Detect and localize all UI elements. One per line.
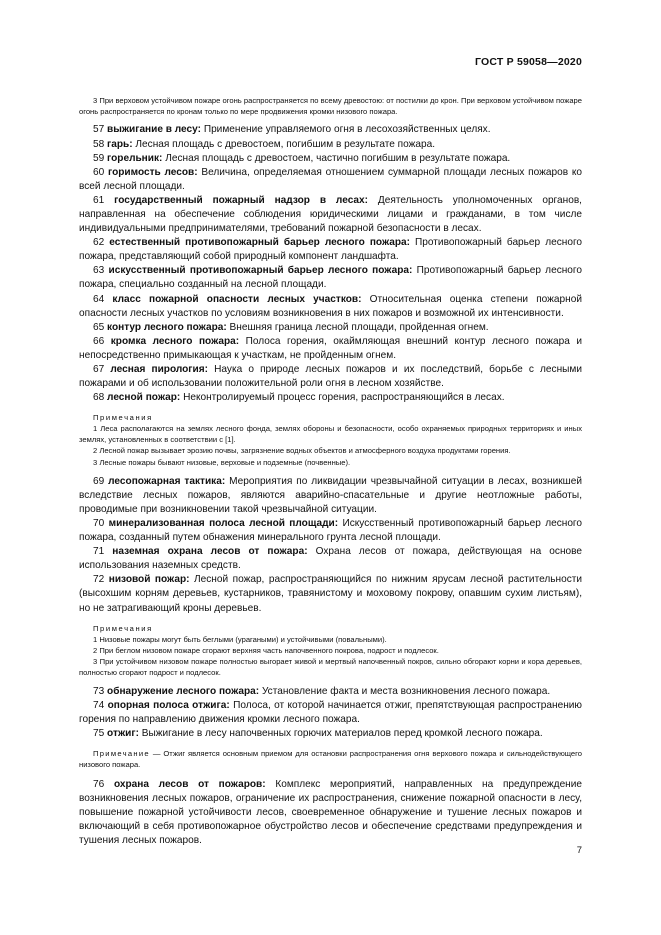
notes-title: Примечания xyxy=(93,623,153,633)
term-definition: Комплекс мероприятий, направленных на предупреждение возникновения лесных пожаров, ограничение их распространения, снижение пожарной опасности в лесу, повышение пожарной устойчивости лесов, своевременное обнаружение и тушение лесных пожаров и включающий в себя противопожарное обустройство лесов и обеспечение средствами предупреждения и тушения лесных пожаров. xyxy=(79,778,583,846)
term-name: естественный противопожарный барьер лесного пожара: xyxy=(109,237,410,249)
page-content xyxy=(79,95,582,848)
carryover-note: 3 При верховом устойчивом пожаре огонь распространяется по всему древостою: от постилки до крон. При верховом устойчивом пожаре огонь распространяется по кронам только по мере продвижения кромки низового пожара. xyxy=(79,96,582,117)
note-dash: — xyxy=(149,749,164,759)
term-definition: Выжигание в лесу напочвенных горючих материалов перед кромкой лесного пожара. xyxy=(141,728,543,740)
term-entry xyxy=(79,138,582,152)
term-name: государственный пожарный надзор в лесах: xyxy=(114,194,369,206)
note-item: 1 Леса располагаются на землях лесного фонда, землях обороны и безопасности, особо охраняемых природных территориях и иных землях, установленных в соответствии с [1]. xyxy=(79,424,582,445)
term-entry xyxy=(79,573,582,615)
term-list-76 xyxy=(79,778,582,848)
term-name: наземная охрана лесов от пожара: xyxy=(112,546,308,558)
term-definition: Установление факта и места возникновения лесного пожара. xyxy=(261,685,551,697)
term-definition: Противопожарный барьер лесного пожара, представляющий собой природный компонент ландшафта. xyxy=(79,237,583,263)
term-definition: Лесной пожар, распространяющийся по нижним ярусам лесной растительности (высохшим корням деревьев, кустарников, травянистому и моховому покрову, опавшим сухим листьям), но не затрагивающий кроны деревьев. xyxy=(79,574,583,614)
term-number: 69 xyxy=(93,475,105,487)
term-definition: Относительная оценка степени пожарной опасности лесных участков по условиям возникновения в них пожаров и возможной их интенсивности. xyxy=(79,293,582,319)
page-number: 7 xyxy=(576,845,582,856)
term-entry xyxy=(79,236,582,264)
term-name: кромка лесного пожара: xyxy=(110,335,240,347)
term-number: 57 xyxy=(93,124,105,136)
term-definition: Мероприятия по ликвидации чрезвычайной ситуации в лесах, возникшей вследствие лесных пожаров, являются аварийно-спасательные и другие неотложные работы, проводимые при возникновении такой чрезвычайной ситуации. xyxy=(79,475,582,515)
note-label: Примечание xyxy=(93,749,150,759)
term-definition: Лесная площадь с древостоем, погибшим в результате пожара. xyxy=(135,138,436,150)
term-number: 70 xyxy=(93,517,105,529)
notes-title: Примечания xyxy=(93,413,153,423)
term-entry xyxy=(79,293,582,321)
term-name: минерализованная полоса лесной площади: xyxy=(108,517,339,529)
term-definition: Неконтролируемый процесс горения, распространяющийся в лесах. xyxy=(183,392,505,404)
term-name: лесопожарная тактика: xyxy=(108,475,226,487)
notes-list xyxy=(79,634,582,678)
term-list-69-72 xyxy=(79,475,582,616)
term-number: 60 xyxy=(93,166,105,178)
term-name: искусственный противопожарный барьер лесного пожара: xyxy=(108,265,413,277)
term-entry xyxy=(79,123,582,137)
term-name: обнаружение лесного пожара: xyxy=(107,685,260,697)
term-entry xyxy=(79,699,582,727)
term-name: охрана лесов от пожаров: xyxy=(113,778,266,790)
term-entry xyxy=(79,727,582,741)
term-number: 72 xyxy=(93,574,105,586)
term-entry xyxy=(79,152,582,166)
term-number: 74 xyxy=(93,700,105,712)
note-item: 3 Лесные пожары бывают низовые, верховые и подземные (почвенные). xyxy=(93,457,351,467)
term-list-73-75 xyxy=(79,685,582,741)
term-entry xyxy=(79,264,582,292)
term-definition: Искусственный противопожарный барьер лесного пожара, созданный путем обнажения минерального грунта лесной площади. xyxy=(79,517,583,544)
term-number: 65 xyxy=(93,321,105,333)
term-entry xyxy=(79,363,582,391)
term-number: 76 xyxy=(93,778,105,790)
term-number: 73 xyxy=(93,685,105,697)
term-definition: Деятельность уполномоченных органов, направленная на обеспечение соблюдения юридическими лицами и гражданами, в том числе индивидуальными предпринимателями, требований пожарной безопасности в лесах. xyxy=(79,194,582,235)
term-entry xyxy=(79,391,582,405)
term-definition: Величина, определяемая отношением суммарной площади лесных пожаров ко всей лесной площади. xyxy=(79,166,582,192)
term-name: выжигание в лесу: xyxy=(107,124,201,136)
term-definition: Лесная площадь с древостоем, частично погибшим в результате пожара. xyxy=(165,152,511,164)
term-entry xyxy=(79,517,582,545)
term-number: 58 xyxy=(93,138,105,150)
note-item: 1 Низовые пожары могут быть беглыми (урагаными) и устойчивыми (повальными). xyxy=(93,634,387,644)
term-entry xyxy=(79,778,582,848)
term-number: 64 xyxy=(93,293,105,305)
term-name: контур лесного пожара: xyxy=(107,321,227,333)
term-name: класс пожарной опасности лесных участков: xyxy=(112,293,362,305)
term-number: 67 xyxy=(93,364,105,375)
term-number: 62 xyxy=(93,237,105,249)
term-definition: Противопожарный барьер лесного пожара, специально созданный на лесной площади. xyxy=(79,265,582,291)
term-entry xyxy=(79,335,582,363)
term-definition: Охрана лесов от пожара, действующая на основе использования наземных средств. xyxy=(79,546,583,572)
term-entry xyxy=(79,321,582,335)
term-number: 63 xyxy=(93,265,105,277)
term-name: горельник: xyxy=(107,152,163,164)
term-name: низовой пожар: xyxy=(108,574,190,586)
term-definition: Применение управляемого огня в лесохозяйственных целях. xyxy=(203,124,491,136)
term-definition: Полоса горения, окаймляющая внешний контур лесного пожара и непосредственно примыкающая к участкам, не пройденным огнем. xyxy=(79,335,582,361)
term-name: лесной пожар: xyxy=(107,392,181,404)
document-header: ГОСТ Р 59058—2020 xyxy=(474,56,582,68)
term-entry xyxy=(79,685,582,699)
term-list-57-68 xyxy=(79,123,582,405)
term-definition: Наука о природе лесных пожаров и их последствий, борьбе с лесными пожарами и об использовании положительной роли огня в лесном хозяйстве. xyxy=(79,364,582,390)
term-number: 75 xyxy=(93,728,105,740)
note-item: 2 При беглом низовом пожаре сгорают верхняя часть напочвенного покрова, подрост и подлесок. xyxy=(93,645,439,655)
term-entry xyxy=(79,545,582,573)
notes-list xyxy=(79,423,582,467)
note-item: 3 При устойчивом низовом пожаре полностью выгорает живой и мертвый напочвенный покров, сильно обгорают корни и кора деревьев, полностью сгорают подрост и подлесок. xyxy=(79,656,582,677)
term-entry xyxy=(79,166,582,194)
term-entry xyxy=(79,194,582,236)
term-name: отжиг: xyxy=(107,728,139,740)
term-definition: Полоса, от которой начинается отжиг, препятствующая распространению горения по направлению движения кромки лесного пожара. xyxy=(79,700,582,726)
term-number: 66 xyxy=(93,335,105,347)
term-name: опорная полоса отжига: xyxy=(107,700,230,712)
note-text: Отжиг является основным приемом для остановки распространения огня верхового пожара и сильнодействующего низового пожара. xyxy=(79,749,582,770)
note-item: 2 Лесной пожар вызывает эрозию почвы, загрязнение водных объектов и атмосферного воздуха продуктами горения. xyxy=(93,446,511,456)
term-entry xyxy=(79,475,582,517)
single-note xyxy=(79,748,582,770)
term-name: лесная пирология: xyxy=(110,364,208,375)
term-number: 61 xyxy=(93,194,105,206)
term-name: горимость лесов: xyxy=(108,166,198,178)
term-number: 59 xyxy=(93,152,105,164)
term-definition: Внешняя граница лесной площади, пройденная огнем. xyxy=(229,321,489,333)
term-name: гарь: xyxy=(107,138,133,150)
term-number: 68 xyxy=(93,392,105,404)
term-number: 71 xyxy=(93,546,105,558)
